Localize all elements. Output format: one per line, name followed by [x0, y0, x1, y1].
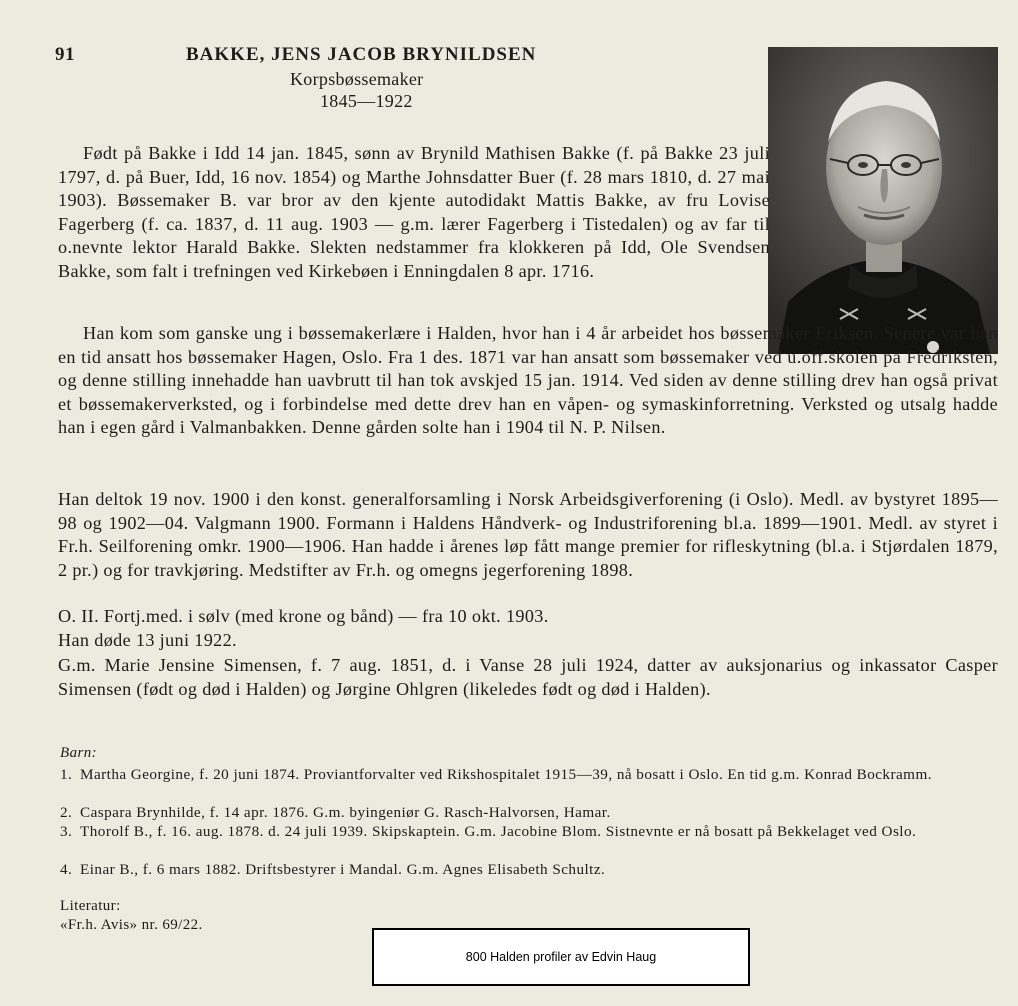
paragraph-birth: Født på Bakke i Idd 14 jan. 1845, sønn av Brynild Mathisen Bakke (f. på Bakke 23 juli 1797, d. på Buer, Idd, 16 nov. 1854) og Marthe Johnsdatter Buer (f. 28 mars 1810, d. 27 mai 1903). Bøssemaker B. var bror av den kjente autodidakt Mattis Bakke, av fru Lovise Fagerberg (f. ca. 1837, d. 11 aug. 1903 — g.m. lærer Fagerberg i Tistedalen) og av far til o.nevnte lektor Harald Bakke. Slekten nedstammer fra klokkeren på Idd, Ole Svendsen Bakke, som falt i trefningen ved Kirkebøen i Enningdalen 8 apr. 1716. — [58, 143, 770, 281]
list-item — [60, 822, 998, 841]
portrait-icon — [768, 47, 998, 354]
child-number: 1. — [60, 766, 73, 783]
child-text: Caspara Brynhilde, f. 14 apr. 1876. G.m. byingeniør G. Rasch-Halvorsen, Hamar. — [80, 804, 611, 821]
line-medal: O. II. Fortj.med. i sølv (med krone og bånd) — fra 10 okt. 1903. — [58, 606, 549, 626]
child-text: Einar B., f. 6 mars 1882. Driftsbestyrer i Mandal. G.m. Agnes Elisabeth Schultz. — [80, 861, 606, 878]
list-item — [60, 803, 998, 822]
line-death: Han døde 13 juni 1922. — [58, 630, 237, 650]
literature-label: Literatur: — [60, 898, 121, 914]
child-number: 4. — [60, 861, 73, 878]
child-text: Martha Georgine, f. 20 juni 1874. Proviantforvalter ved Rikshospitalet 1915—39, nå bosatt i Oslo. En tid g.m. Konrad Bockramm. — [80, 766, 932, 783]
entry-occupation: Korpsbøssemaker — [290, 69, 424, 89]
list-item — [60, 860, 998, 879]
child-number: 3. — [60, 823, 73, 840]
entry-lifespan: 1845—1922 — [320, 91, 413, 111]
list-item — [60, 765, 998, 784]
paragraph-marriage: G.m. Marie Jensine Simensen, f. 7 aug. 1851, d. i Vanse 28 juli 1924, datter av auksjonarius og inkassator Casper Simensen (født og død i Halden) og Jørgine Ohlgren (likeledes født og død i Halden). — [58, 655, 998, 699]
child-number: 2. — [60, 804, 73, 821]
paragraph-career: Han kom som ganske ung i bøssemakerlære i Halden, hvor han i 4 år arbeidet hos bøssemaker Eriksen. Senere var han en tid ansatt hos bøssemaker Hagen, Oslo. Fra 1 des. 1871 var han ansatt som bøssemaker ved u.off.skolen på Fredriksten, og denne stilling innehadde han uavbrutt til han tok avskjed 15 jan. 1914. Ved siden av denne stilling drev han også privat et bøssemakerverksted, og i forbindelse med dette drev han en våpen- og symaskinforretning. Verksted og utsalg hadde han i egen gård i Valmanbakken. Denne gården solte han i 1904 til N. P. Nilsen. — [58, 323, 998, 437]
children-label: Barn: — [60, 745, 97, 761]
entry-name-heading: BAKKE, JENS JACOB BRYNILDSEN — [186, 44, 537, 65]
literature-reference: «Fr.h. Avis» nr. 69/22. — [60, 917, 203, 933]
child-text: Thorolf B., f. 16. aug. 1878. d. 24 juli 1939. Skipskaptein. G.m. Jacobine Blom. Sistnevnte er nå bosatt på Bekkelaget ved Oslo. — [80, 823, 917, 840]
entry-number: 91 — [55, 44, 75, 65]
caption-text: 800 Halden profiler av Edvin Haug — [465, 950, 657, 964]
portrait-photo — [768, 47, 998, 354]
caption-box — [372, 928, 750, 986]
paragraph-civic: Han deltok 19 nov. 1900 i den konst. generalforsamling i Norsk Arbeidsgiverforening (i Oslo). Medl. av bystyret 1895—98 og 1902—04. Valgmann 1900. Formann i Haldens Håndverk- og Industriforening bl.a. 1899—1901. Medl. av styret i Fr.h. Seilforening omkr. 1900—1906. Han hadde i årenes løp fått mange premier for rifleskytning (bl.a. i Stjørdalen 1879, 2 pr.) og for travkjøring. Medstifter av Fr.h. og omegns jegerforening 1898. — [58, 489, 998, 580]
